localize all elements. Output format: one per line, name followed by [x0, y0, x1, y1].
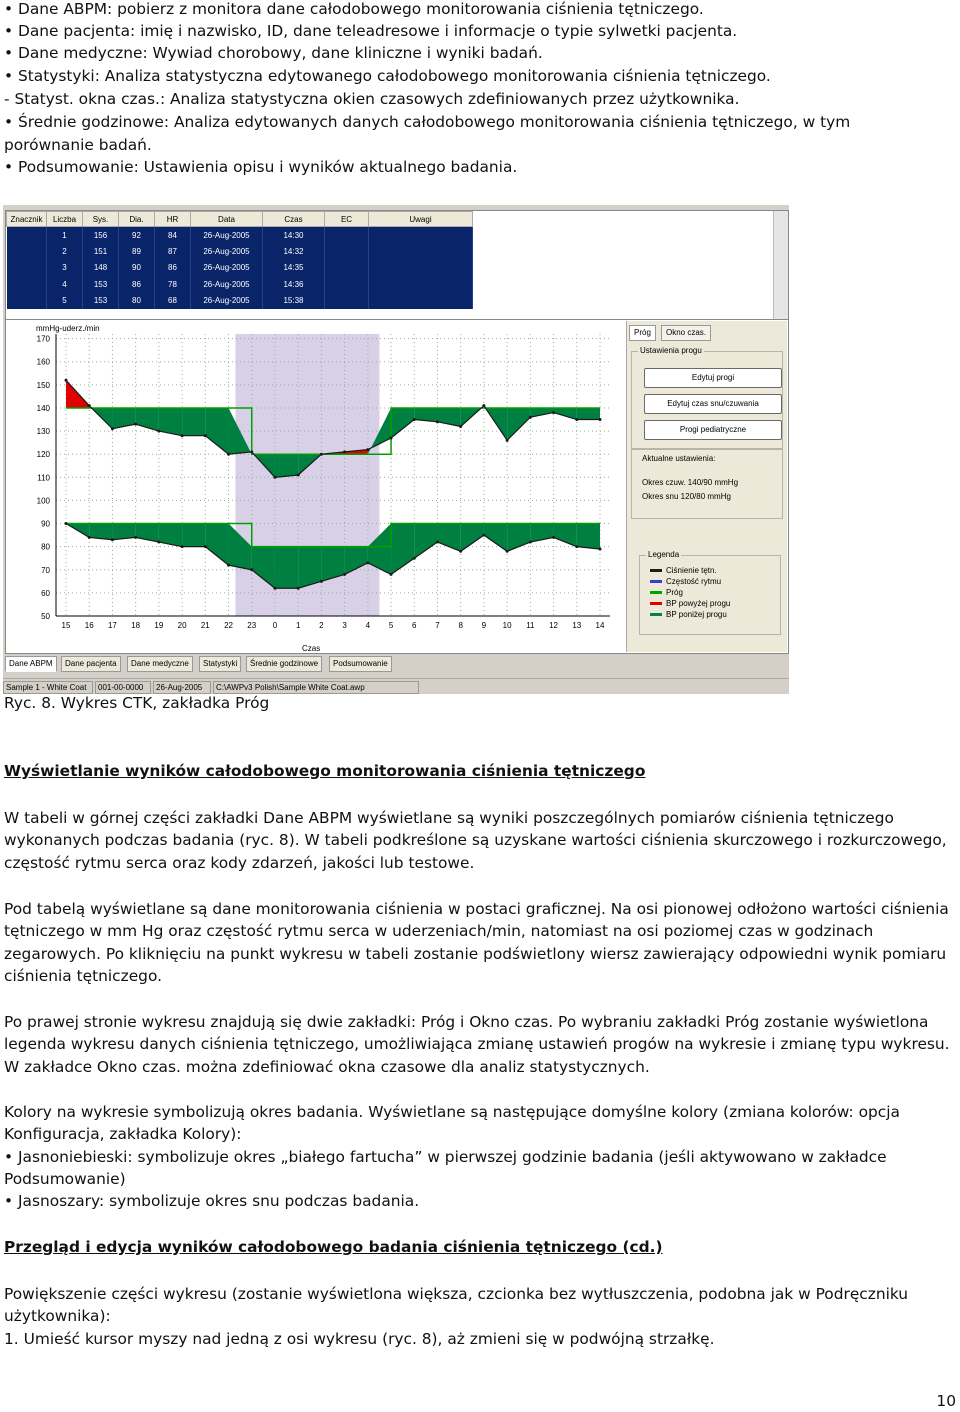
diastolic-point [529, 541, 532, 544]
table-row[interactable] [7, 227, 473, 244]
table-cell: 84 [155, 227, 191, 244]
legend-swatch [650, 580, 662, 583]
diastolic-point [204, 545, 207, 548]
paragraph [4, 1283, 956, 1350]
systolic-point [413, 418, 416, 421]
diastolic-point [273, 587, 276, 590]
table-header[interactable]: Czas [263, 212, 325, 227]
table-cell [7, 227, 47, 244]
intro-line: - Statyst. okna czas.: Analiza statystyczna okien czasowych zdefiniowanych przez użytkownika. [4, 90, 740, 108]
x-tick-label: 4 [365, 621, 371, 630]
table-cell: 1 [47, 227, 83, 244]
legend-title: Legenda [648, 550, 680, 559]
table-header[interactable]: HR [155, 212, 191, 227]
edit-sleep-time-button[interactable]: Edytuj czas snu/czuwania [644, 394, 782, 414]
y-tick-label: 150 [36, 380, 50, 390]
table-cell [7, 293, 47, 309]
table-cell [369, 227, 473, 244]
y-axis-label: mmHg-uderz./min [36, 324, 100, 333]
tab-statystyki[interactable]: Statystyki [199, 656, 241, 672]
x-tick-label: 2 [319, 621, 324, 630]
table-cell [7, 276, 47, 292]
table-row[interactable] [7, 243, 473, 259]
table-cell: 86 [155, 260, 191, 276]
diastolic-point [390, 573, 393, 576]
table-cell [7, 260, 47, 276]
systolic-point [273, 476, 276, 479]
paragraph [4, 1011, 956, 1078]
diastolic-point [552, 536, 555, 539]
intro-line: • Dane pacjenta: imię i nazwisko, ID, dane teleadresowe i informacje o typie sylwetki pacjenta. [4, 22, 738, 40]
table-cell: 14:36 [263, 276, 325, 292]
systolic-point [134, 423, 137, 426]
table-cell: 148 [83, 260, 119, 276]
table-header[interactable]: Dia. [119, 212, 155, 227]
legend-swatch [650, 613, 662, 616]
x-tick-label: 3 [342, 621, 347, 630]
table-cell: 14:32 [263, 243, 325, 259]
systolic-point [320, 453, 323, 456]
x-tick-label: 20 [177, 621, 187, 630]
table-cell [369, 276, 473, 292]
systolic-point [482, 404, 485, 407]
intro-line: • Podsumowanie: Ustawienia opisu i wyników aktualnego badania. [4, 158, 518, 176]
measurement-table [5, 210, 789, 320]
systolic-point [157, 430, 160, 433]
diastolic-point [506, 550, 509, 553]
table-cell: 151 [83, 243, 119, 259]
legend-item [650, 577, 721, 587]
sleep-threshold-text: Okres snu 120/80 mmHg [642, 492, 731, 501]
systolic-point [343, 450, 346, 453]
x-tick-label: 23 [247, 621, 257, 630]
dia-below-threshold-area [554, 524, 577, 547]
x-tick-label: 12 [549, 621, 559, 630]
x-axis-label: Czas [302, 644, 321, 653]
table-cell: 87 [155, 243, 191, 259]
x-tick-label: 10 [502, 621, 512, 630]
diastolic-point [436, 541, 439, 544]
table-header[interactable]: Uwagi [369, 212, 473, 227]
bp-chart-plot[interactable] [6, 320, 626, 653]
table-cell [369, 243, 473, 259]
diastolic-point [181, 545, 184, 548]
table-row[interactable] [7, 260, 473, 276]
y-tick-label: 90 [41, 519, 50, 529]
y-tick-label: 140 [36, 403, 50, 413]
x-tick-label: 5 [388, 621, 394, 630]
diastolic-point [575, 545, 578, 548]
dia-below-threshold-area [414, 524, 437, 559]
paragraph [4, 1101, 956, 1212]
table-cell: 90 [119, 260, 155, 276]
paragraph [4, 807, 956, 874]
x-tick-label: 0 [272, 621, 278, 630]
x-tick-label: 22 [224, 621, 233, 630]
sys-below-threshold-area [275, 454, 298, 477]
table-scrollbar[interactable] [773, 211, 788, 319]
table-row[interactable] [7, 293, 473, 309]
systolic-point [181, 434, 184, 437]
page-number: 10 [936, 1392, 956, 1410]
table-cell: 14:35 [263, 260, 325, 276]
table-cell: 153 [83, 293, 119, 309]
table-cell: 5 [47, 293, 83, 309]
status-date: 26-Aug-2005 [153, 681, 211, 694]
table-cell: 86 [119, 276, 155, 292]
x-tick-label: 17 [107, 621, 117, 630]
table-header[interactable]: Data [191, 212, 263, 227]
x-tick-label: 1 [295, 621, 301, 630]
intro-line: • Dane ABPM: pobierz z monitora dane całodobowego monitorowania ciśnienia tętniczego. [4, 0, 704, 18]
table-cell: 4 [47, 276, 83, 292]
systolic-point [575, 418, 578, 421]
systolic-point [65, 379, 68, 382]
table-cell: 26-Aug-2005 [191, 260, 263, 276]
sys-below-threshold-area [577, 408, 600, 420]
legend-label: BP powyżej progu [666, 599, 731, 608]
legend-label: Ciśnienie tętn. [666, 566, 717, 575]
table-cell: 89 [119, 243, 155, 259]
threshold-panel [626, 321, 787, 652]
sys-below-threshold-area [530, 408, 553, 417]
tab-okno-czas[interactable]: Okno czas. [661, 325, 711, 341]
diastolic-point [157, 541, 160, 544]
x-tick-label: 9 [481, 621, 487, 630]
systolic-point [552, 411, 555, 414]
table-row[interactable] [7, 276, 473, 292]
diastolic-point [413, 557, 416, 560]
systolic-point [366, 448, 369, 451]
y-tick-label: 100 [36, 496, 50, 506]
diastolic-point [366, 561, 369, 564]
sys-below-threshold-area [182, 408, 205, 436]
table-cell: 26-Aug-2005 [191, 276, 263, 292]
systolic-point [250, 450, 253, 453]
y-tick-label: 160 [36, 357, 50, 367]
section-heading: Przegląd i edycja wyników całodobowego badania ciśnienia tętniczego (cd.) [4, 1238, 663, 1256]
diastolic-point [134, 536, 137, 539]
current-settings-group [631, 449, 783, 519]
table-header[interactable]: Liczba [47, 212, 83, 227]
diastolic-point [65, 522, 68, 525]
table-cell: 14:30 [263, 227, 325, 244]
legend-item [650, 610, 727, 620]
bottom-tabs [5, 656, 787, 672]
legend-swatch [650, 602, 662, 605]
systolic-point [506, 439, 509, 442]
sys-below-threshold-area [507, 408, 530, 440]
table-cell: 15:38 [263, 293, 325, 309]
y-tick-label: 50 [41, 612, 50, 621]
y-tick-label: 170 [36, 334, 50, 344]
bullet-item: • Jasnoniebieski: symbolizuje okres „białego fartucha” w pierwszej godzinie badania (jeśli aktywowano w zakładce Podsumowanie) [4, 1146, 956, 1191]
x-tick-label: 18 [131, 621, 141, 630]
table-cell [369, 293, 473, 309]
group-title: Ustawienia progu [640, 346, 702, 355]
systolic-point [297, 474, 300, 477]
intro-line: • Dane medyczne: Wywiad chorobowy, dane kliniczne i wyniki badań. [4, 44, 543, 62]
edit-thresholds-button[interactable]: Edytuj progi [644, 368, 782, 388]
threshold-settings-group [631, 346, 783, 449]
paragraph-text: Kolory na wykresie symbolizują okres badania. Wyświetlane są następujące domyślne kolory (zmiana kolorów: opcja Konfiguracja, zakładka Kolory): [4, 1103, 900, 1144]
y-tick-label: 80 [41, 542, 50, 552]
y-tick-label: 120 [36, 450, 50, 460]
table-cell: 153 [83, 276, 119, 292]
x-tick-label: 13 [572, 621, 582, 630]
tab-srednie-godzinowe[interactable]: Średnie godzinowe [246, 656, 322, 672]
table-cell [325, 227, 369, 244]
table-cell: 92 [119, 227, 155, 244]
current-settings-title: Aktualne ustawienia: [642, 454, 716, 463]
legend-label: Próg [666, 588, 683, 597]
table-cell: 2 [47, 243, 83, 259]
legend-item [650, 588, 683, 598]
dia-below-threshold-area [275, 547, 298, 589]
table-cell: 3 [47, 260, 83, 276]
x-tick-label: 6 [412, 621, 417, 630]
systolic-point [390, 437, 393, 440]
table-cell [325, 260, 369, 276]
pediatric-thresholds-button[interactable]: Progi pediatryczne [644, 420, 782, 440]
dia-below-threshold-area [205, 524, 228, 566]
status-id: 001-00-0000 [95, 681, 151, 694]
diastolic-point [599, 547, 602, 550]
x-tick-label: 14 [595, 621, 605, 630]
figure-caption: Ryc. 8. Wykres CTK, zakładka Próg [4, 694, 270, 712]
tab-prog[interactable]: Próg [629, 325, 656, 341]
table-cell: 26-Aug-2005 [191, 243, 263, 259]
systolic-point [204, 434, 207, 437]
paragraph-text: Po prawej stronie wykresu znajdują się dwie zakładki: Próg i Okno czas. Po wybraniu zakładki Próg zostanie wyświetlona legenda wykresu danych ciśnienia tętniczego, umożliwiająca zmianę ustawień progów na wykresie i zmianę typu wykresu. W zakładce Okno czas. można zdefiniować okna czasowe dla analiz statystycznych. [4, 1013, 950, 1076]
diastolic-point [320, 580, 323, 583]
diastolic-point [482, 534, 485, 537]
paragraph-text: Pod tabelą wyświetlane są dane monitorowania ciśnienia w postaci graficznej. Na osi pionowej odłożono wartości ciśnienia tętniczego w mm Hg oraz częstość rytmu serca w uderzeniach/min, natomiast na osi poziomej czas w godzinach zegarowych. Po kliknięciu na punkt wykresu w tabeli zostanie podświetlony wiersz zawierający odpowiedni wynik pomiaru ciśnienia tętniczego. [4, 900, 949, 985]
bp-chart [5, 319, 789, 654]
paragraph [4, 898, 956, 987]
sys-below-threshold-area [205, 408, 228, 454]
tab-dane-abpm[interactable]: Dane ABPM [5, 656, 57, 672]
x-tick-label: 21 [200, 621, 210, 630]
diastolic-point [343, 573, 346, 576]
legend-item [650, 599, 730, 609]
diastolic-point [250, 568, 253, 571]
x-tick-label: 11 [526, 621, 535, 630]
diastolic-point [227, 564, 230, 567]
table-cell: 78 [155, 276, 191, 292]
intro-line: • Statystyki: Analiza statystyczna edytowanego całodobowego monitorowania ciśnienia tętniczego. [4, 67, 771, 85]
systolic-point [529, 416, 532, 419]
legend-item [650, 566, 717, 576]
y-tick-label: 130 [36, 427, 50, 437]
systolic-point [436, 420, 439, 423]
sys-below-threshold-area [112, 408, 135, 429]
diastolic-point [297, 587, 300, 590]
dia-below-threshold-area [182, 524, 205, 547]
systolic-point [227, 453, 230, 456]
y-tick-label: 110 [37, 473, 50, 483]
table-cell [325, 276, 369, 292]
diastolic-point [88, 536, 91, 539]
tab-podsumowanie[interactable]: Podsumowanie [329, 656, 392, 672]
wake-threshold-text: Okres czuw. 140/90 mmHg [642, 478, 739, 487]
table-cell: 80 [119, 293, 155, 309]
intro-line: porównanie badań. [4, 136, 152, 154]
table-cell: 26-Aug-2005 [191, 227, 263, 244]
legend-label: Częstość rytmu [666, 577, 722, 586]
paragraph-text: W tabeli w górnej części zakładki Dane ABPM wyświetlane są wyniki poszczególnych pomiarów ciśnienia tętniczego wykonanych podczas badania (ryc. 8). W tabeli podkreślone są uzyskane wartości ciśnienia skurczowego i rozkurczowego, częstość rytmu serca oraz kody zdarzeń, jakości lub testowe. [4, 809, 947, 872]
x-tick-label: 15 [61, 621, 71, 630]
systolic-point [459, 425, 462, 428]
table-header[interactable]: Sys. [83, 212, 119, 227]
table-cell: 68 [155, 293, 191, 309]
status-sample: Sample 1 - White Coat [3, 681, 93, 694]
y-tick-label: 60 [41, 588, 50, 598]
intro-line: • Średnie godzinowe: Analiza edytowanych danych całodobowego monitorowania ciśnienia tętniczego, w tym [4, 113, 851, 131]
tab-dane-medyczne[interactable]: Dane medyczne [127, 656, 193, 672]
x-tick-label: 19 [154, 621, 164, 630]
paragraph-text: Powiększenie części wykresu (zostanie wyświetlona większa, czcionka bez wytłuszczenia, podobna jak w Podręczniku użytkownika): [4, 1285, 909, 1326]
legend-label: BP poniżej progu [666, 610, 727, 619]
table-header[interactable]: EC [325, 212, 369, 227]
table-cell [325, 293, 369, 309]
dia-below-threshold-area [577, 524, 600, 549]
status-bar [3, 678, 789, 694]
table-cell [325, 243, 369, 259]
x-tick-label: 16 [84, 621, 94, 630]
table-cell [7, 243, 47, 259]
table-cell: 156 [83, 227, 119, 244]
legend-group [639, 550, 781, 635]
x-tick-label: 8 [458, 621, 463, 630]
systolic-point [599, 418, 602, 421]
diastolic-point [459, 550, 462, 553]
x-tick-label: 7 [435, 621, 440, 630]
app-screenshot [3, 205, 789, 694]
diastolic-point [111, 538, 114, 541]
y-tick-label: 70 [41, 565, 50, 575]
bullet-item: • Jasnoszary: symbolizuje okres snu podczas badania. [4, 1190, 956, 1212]
legend-swatch [650, 569, 662, 572]
numbered-item: 1. Umieść kursor myszy nad jedną z osi wykresu (ryc. 8), aż zmieni się w podwójną strzałkę. [4, 1329, 715, 1348]
status-path: C:\AWPv3 Polish\Sample White Coat.awp [213, 681, 419, 694]
systolic-point [111, 427, 114, 430]
legend-swatch [650, 591, 662, 594]
table-cell: 26-Aug-2005 [191, 293, 263, 309]
systolic-point [88, 404, 91, 407]
tab-dane-pacjenta[interactable]: Dane pacjenta [61, 656, 121, 672]
table-header[interactable]: Znacznik [7, 212, 47, 227]
section-heading: Wyświetlanie wyników całodobowego monitorowania ciśnienia tętniczego [4, 762, 646, 780]
table-cell [369, 260, 473, 276]
